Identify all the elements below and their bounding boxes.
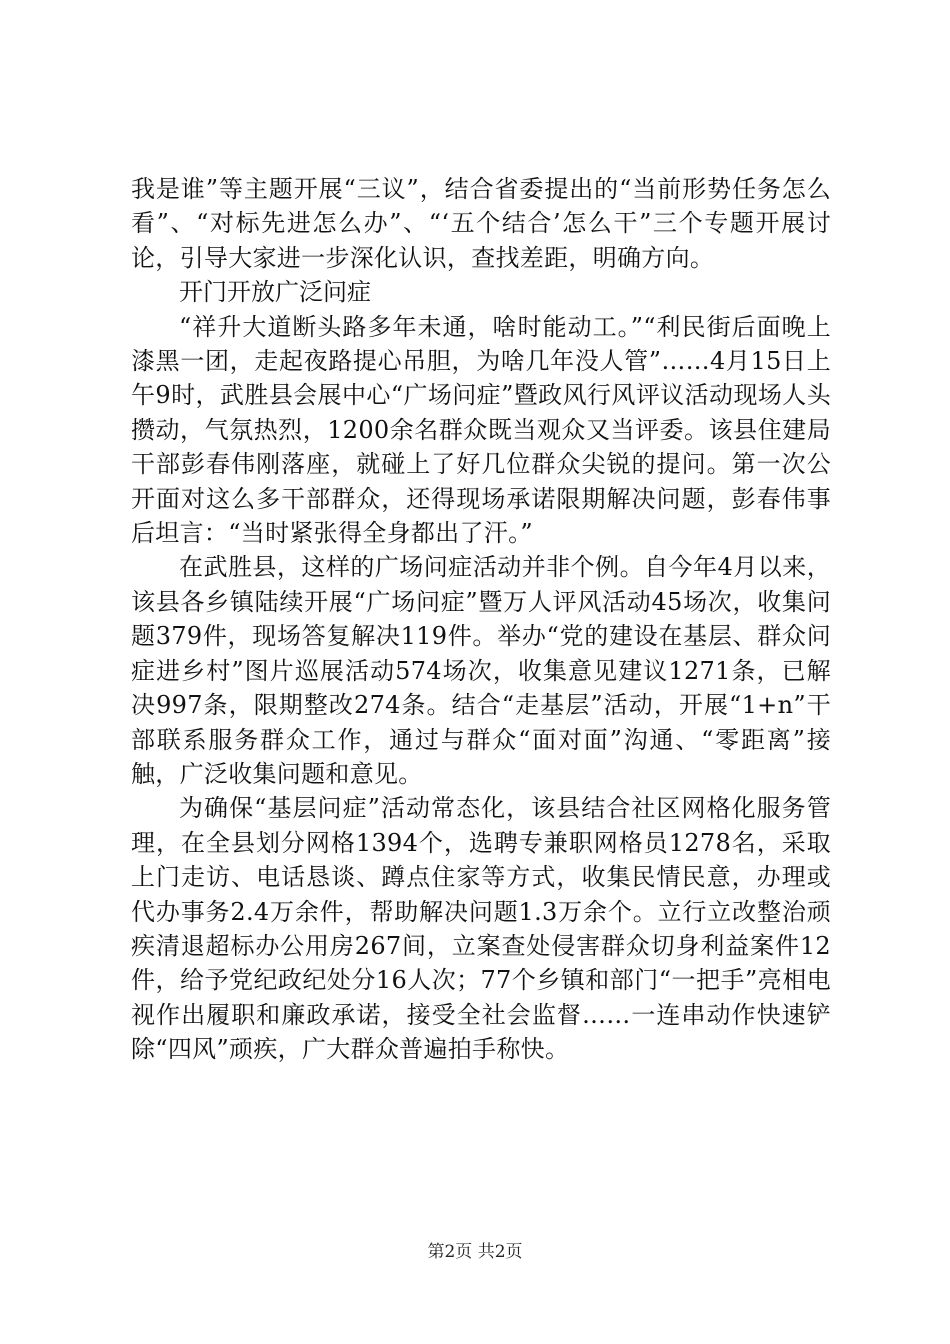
paragraph-wusheng-activities: 在武胜县，这样的广场问症活动并非个例。自今年4月以来，该县各乡镇陆续开展“广场问症”暨万人评风活动45场次，收集问题379件，现场答复解决119件。举办“党的建设在基层、群众问症进乡村”图片巡展活动574场次，收集意见建议1271条，已解决997条，限期整改274条。结合“走基层”活动，开展“1+n”干部联系服务群众工作，通过与群众“面对面”沟通、“零距离”接触，广泛收集问题和意见。 (131, 553, 831, 788)
paragraph-grid-management: 为确保“基层问症”活动常态化，该县结合社区网格化服务管理，在全县划分网格1394个，选聘专兼职网格员1278名，采取上门走访、电话恳谈、蹲点住家等方式，收集民情民意，办理或代办事务2.4万余件，帮助解决问题1.3万余个。立行立改整治顽疾清退超标办公用房267间，立案查处侵害群众切身利益案件12件，给予党纪政纪处分16人次；77个乡镇和部门“一把手”亮相电视作出履职和廉政承诺，接受全社会监督……一连串动作快速铲除“四风”顽疾，广大群众普遍拍手称快。 (131, 794, 831, 1064)
paragraph-square-inquiry: “祥升大道断头路多年未通，啥时能动工。”“利民街后面晚上漆黑一团，走起夜路提心吊胆，为啥几年没人管”……4月15日上午9时，武胜县会展中心“广场问症”暨政风行风评议活动现场人头攒动，气氛热烈，1200余名群众既当观众又当评委。该县住建局干部彭春伟刚落座，就碰上了好几位群众尖锐的提问。第一次公开面对这么多干部群众，还得现场承诺限期解决问题，彭春伟事后坦言：“当时紧张得全身都出了汗。” (131, 312, 831, 548)
section-heading: 开门开放广泛问症 (179, 278, 371, 307)
paragraph-continuation: 我是谁”等主题开展“三议”，结合省委提出的“当前形势任务怎么看”、“对标先进怎么办”、“‘五个结合’怎么干”三个专题开展讨论，引导大家进一步深化认识，查找差距，明确方向。 (131, 175, 831, 272)
document-body (131, 172, 831, 1067)
page-number-footer: 第2页 共2页 (427, 1242, 523, 1262)
